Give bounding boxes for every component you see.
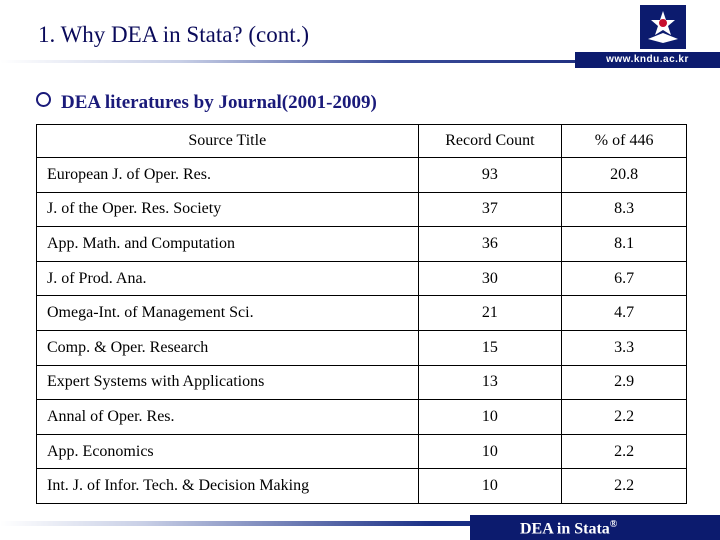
percent-cell: 6.7 (562, 261, 687, 296)
footer-label (520, 519, 617, 538)
column-header: % of 446 (562, 125, 687, 158)
source-cell: Expert Systems with Applications (37, 365, 419, 400)
source-cell: Annal of Oper. Res. (37, 400, 419, 435)
slide-title: 1. Why DEA in Stata? (cont.) (38, 22, 310, 47)
percent-cell: 3.3 (562, 330, 687, 365)
percent-cell: 2.9 (562, 365, 687, 400)
table-row (37, 296, 687, 331)
count-cell: 93 (418, 158, 562, 193)
count-cell: 36 (418, 227, 562, 262)
percent-cell: 20.8 (562, 158, 687, 193)
source-cell: App. Economics (37, 434, 419, 469)
percent-cell: 4.7 (562, 296, 687, 331)
url-label: www.kndu.ac.kr (575, 52, 720, 68)
column-header: Source Title (37, 125, 419, 158)
source-cell: App. Math. and Computation (37, 227, 419, 262)
table-row (37, 330, 687, 365)
count-cell: 30 (418, 261, 562, 296)
percent-cell: 2.2 (562, 434, 687, 469)
source-cell: Int. J. of Infor. Tech. & Decision Making (37, 469, 419, 504)
slide-footer (0, 512, 720, 540)
count-cell: 10 (418, 400, 562, 435)
slide-header (0, 0, 720, 70)
count-cell: 10 (418, 434, 562, 469)
table-row (37, 227, 687, 262)
table-row (37, 365, 687, 400)
source-cell: J. of the Oper. Res. Society (37, 192, 419, 227)
journal-table (36, 124, 687, 504)
source-cell: Comp. & Oper. Research (37, 330, 419, 365)
count-cell: 13 (418, 365, 562, 400)
percent-cell: 8.3 (562, 192, 687, 227)
table-row (37, 400, 687, 435)
emblem-icon (640, 5, 686, 49)
registered-mark: ® (609, 519, 618, 530)
percent-cell: 2.2 (562, 469, 687, 504)
percent-cell: 2.2 (562, 400, 687, 435)
table-row (37, 261, 687, 296)
section-subtitle (36, 92, 377, 114)
footer-text: DEA in Stata (520, 520, 610, 538)
table-body (37, 158, 687, 504)
table-row (37, 434, 687, 469)
count-cell: 37 (418, 192, 562, 227)
subtitle-text: DEA literatures by Journal(2001-2009) (61, 92, 377, 113)
count-cell: 15 (418, 330, 562, 365)
count-cell: 21 (418, 296, 562, 331)
source-cell: J. of Prod. Ana. (37, 261, 419, 296)
ring-bullet-icon (36, 92, 51, 107)
source-cell: European J. of Oper. Res. (37, 158, 419, 193)
column-header: Record Count (418, 125, 562, 158)
source-cell: Omega-Int. of Management Sci. (37, 296, 419, 331)
table-row (37, 469, 687, 504)
table-row (37, 192, 687, 227)
count-cell: 10 (418, 469, 562, 504)
table-header-row (37, 125, 687, 158)
percent-cell: 8.1 (562, 227, 687, 262)
table-row (37, 158, 687, 193)
